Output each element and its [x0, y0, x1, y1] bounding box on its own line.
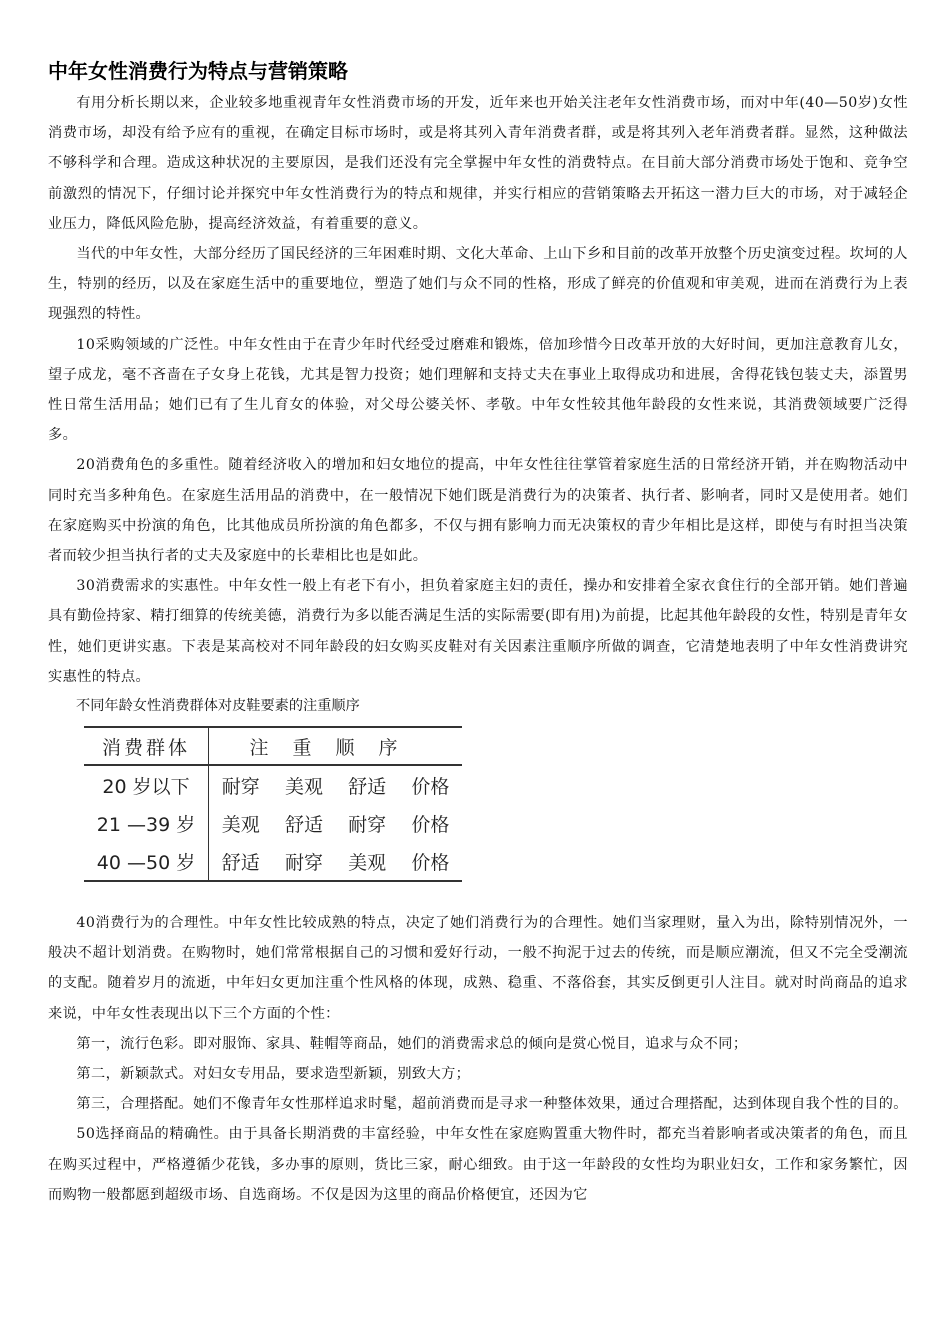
cell-order-3: 美观	[336, 842, 399, 881]
paragraph-sub-1: 第一，流行色彩。即对服饰、家具、鞋帽等商品，她们的消费需求总的倾向是赏心悦目，追求与众不同；	[76, 1035, 748, 1052]
table-row	[84, 804, 462, 842]
cell-order-2: 耐穿	[272, 842, 335, 881]
cell-order-1: 美观	[221, 813, 260, 836]
paragraph-intro: 有用分析长期以来，企业较多地重视青年女性消费市场的开发，近年来也开始关注老年女性消费市场，而对中年(40—50岁)女性消费市场，却没有给予应有的重视，在确定目标市场时，或是将其列入青年消费者群，或是将其列入老年消费者群。显然，这种做法不够科学和合理。造成这种状况的主要原因，是我们还没有完全掌握中年女性的消费特点。在目前大部分消费市场处于饱和、竞争空前激烈的情况下，仔细讨论并探究中年女性消费行为的特点和规律，并实行相应的营销策略去开拓这一潜力巨大的市场，对于减轻企业压力，降低风险危胁，提高经济效益，有着重要的意义。	[48, 95, 908, 232]
cell-group: 20 岁以下	[84, 765, 209, 804]
cell-order-4: 价格	[411, 775, 450, 798]
header-consumer-group: 消费群体	[84, 727, 209, 765]
survey-table	[84, 726, 462, 882]
document-title: 中年女性消费行为特点与营销策略	[48, 59, 348, 83]
paragraph-sub-2: 第二，新颖款式。对妇女专用品，要求造型新颖，别致大方；	[76, 1066, 471, 1083]
cell-order-2: 美观	[285, 775, 324, 798]
document-page	[48, 56, 908, 1210]
table-row	[84, 842, 462, 881]
cell-group: 21 —39 岁	[84, 804, 209, 842]
cell-order-1: 舒适	[209, 842, 273, 881]
cell-order-2: 舒适	[285, 813, 324, 836]
cell-order-3: 耐穿	[348, 813, 387, 836]
cell-order-4: 价格	[411, 813, 450, 836]
paragraph-point-1: 10采购领域的广泛性。中年女性由于在青少年时代经受过磨难和锻炼，倍加珍惜今日改革开放的大好时间，更加注意教育儿女，望子成龙，毫不吝啬在子女身上花钱，尤其是智力投资；她们理解和支持丈夫在事业上取得成功和进展，舍得花钱包装丈夫，添置男性日常生活用品；她们已有了生儿育女的体验，对父母公婆关怀、孝敬。中年女性较其他年龄段的女性来说，其消费领域要广泛得多。	[48, 336, 908, 444]
paragraph-point-3: 30消费需求的实惠性。中年女性一般上有老下有小，担负着家庭主妇的责任，操办和安排着全家衣食住行的全部开销。她们普遍具有勤俭持家、精打细算的传统美德，消费行为多以能否满足生活的实际需要(即有用)为前提，比起其他年龄段的女性，特别是青年女性，她们更讲实惠。下表是某高校对不同年龄段的妇女购买皮鞋对有关因素注重顺序所做的调查，它清楚地表明了中年女性消费讲究实惠性的特点。	[48, 578, 908, 685]
header-priority-order: 注重顺序	[209, 727, 463, 765]
paragraph-point-4: 40消费行为的合理性。中年女性比较成熟的特点，决定了她们消费行为的合理性。她们当家理财，量入为出，除特别情况外，一般决不超计划消费。在购物时，她们常常根据自己的习惯和爱好行动，一般不拘泥于过去的传统，而是顺应潮流，但又不完全受潮流的支配。随着岁月的流逝，中年妇女更加注重个性风格的体现，成熟、稳重、不落俗套，其实反倒更引人注目。就对时尚商品的追求来说，中年女性表现出以下三个方面的个性：	[48, 915, 908, 1022]
paragraph-sub-3: 第三，合理搭配。她们不像青年女性那样追求时髦，超前消费而是寻求一种整体效果，通过合理搭配，达到体现自我个性的目的。	[76, 1096, 908, 1113]
cell-order-4: 价格	[399, 842, 462, 881]
cell-group: 40 —50 岁	[84, 842, 209, 881]
paragraph-point-5: 50选择商品的精确性。由于具备长期消费的丰富经验，中年女性在家庭购置重大物件时，都充当着影响者或决策者的角色，而且在购买过程中，严格遵循少花钱，多办事的原则，货比三家，耐心细致。由于这一年龄段的女性均为职业妇女，工作和家务繁忙，因而购物一般都愿到超级市场、自选商场。不仅是因为这里的商品价格便宜，还因为它	[48, 1126, 908, 1203]
cell-order-1: 耐穿	[221, 775, 260, 798]
table-caption: 不同年龄女性消费群体对皮鞋要素的注重顺序	[76, 698, 360, 715]
paragraph-background: 当代的中年女性，大部分经历了国民经济的三年困难时期、文化大革命、上山下乡和目前的改革开放整个历史演变过程。坎坷的人生，特别的经历，以及在家庭生活中的重要地位，塑造了她们与众不同的性格，形成了鲜亮的价值观和审美观，进而在消费行为上表现强烈的特性。	[48, 246, 908, 323]
table-row	[84, 765, 462, 804]
table-header-row	[84, 727, 462, 765]
paragraph-point-2: 20消费角色的多重性。随着经济收入的增加和妇女地位的提高，中年女性往往掌管着家庭生活的日常经济开销，并在购物活动中同时充当多种角色。在家庭生活用品的消费中，在一般情况下她们既是消费行为的决策者、执行者、影响者，同时又是使用者。她们在家庭购买中扮演的角色，比其他成员所扮演的角色都多，不仅与拥有影响力而无决策权的青少年相比是这样，即使与有时担当决策者而较少担当执行者的丈夫及家庭中的长辈相比也是如此。	[48, 457, 908, 565]
cell-order-3: 舒适	[348, 775, 387, 798]
